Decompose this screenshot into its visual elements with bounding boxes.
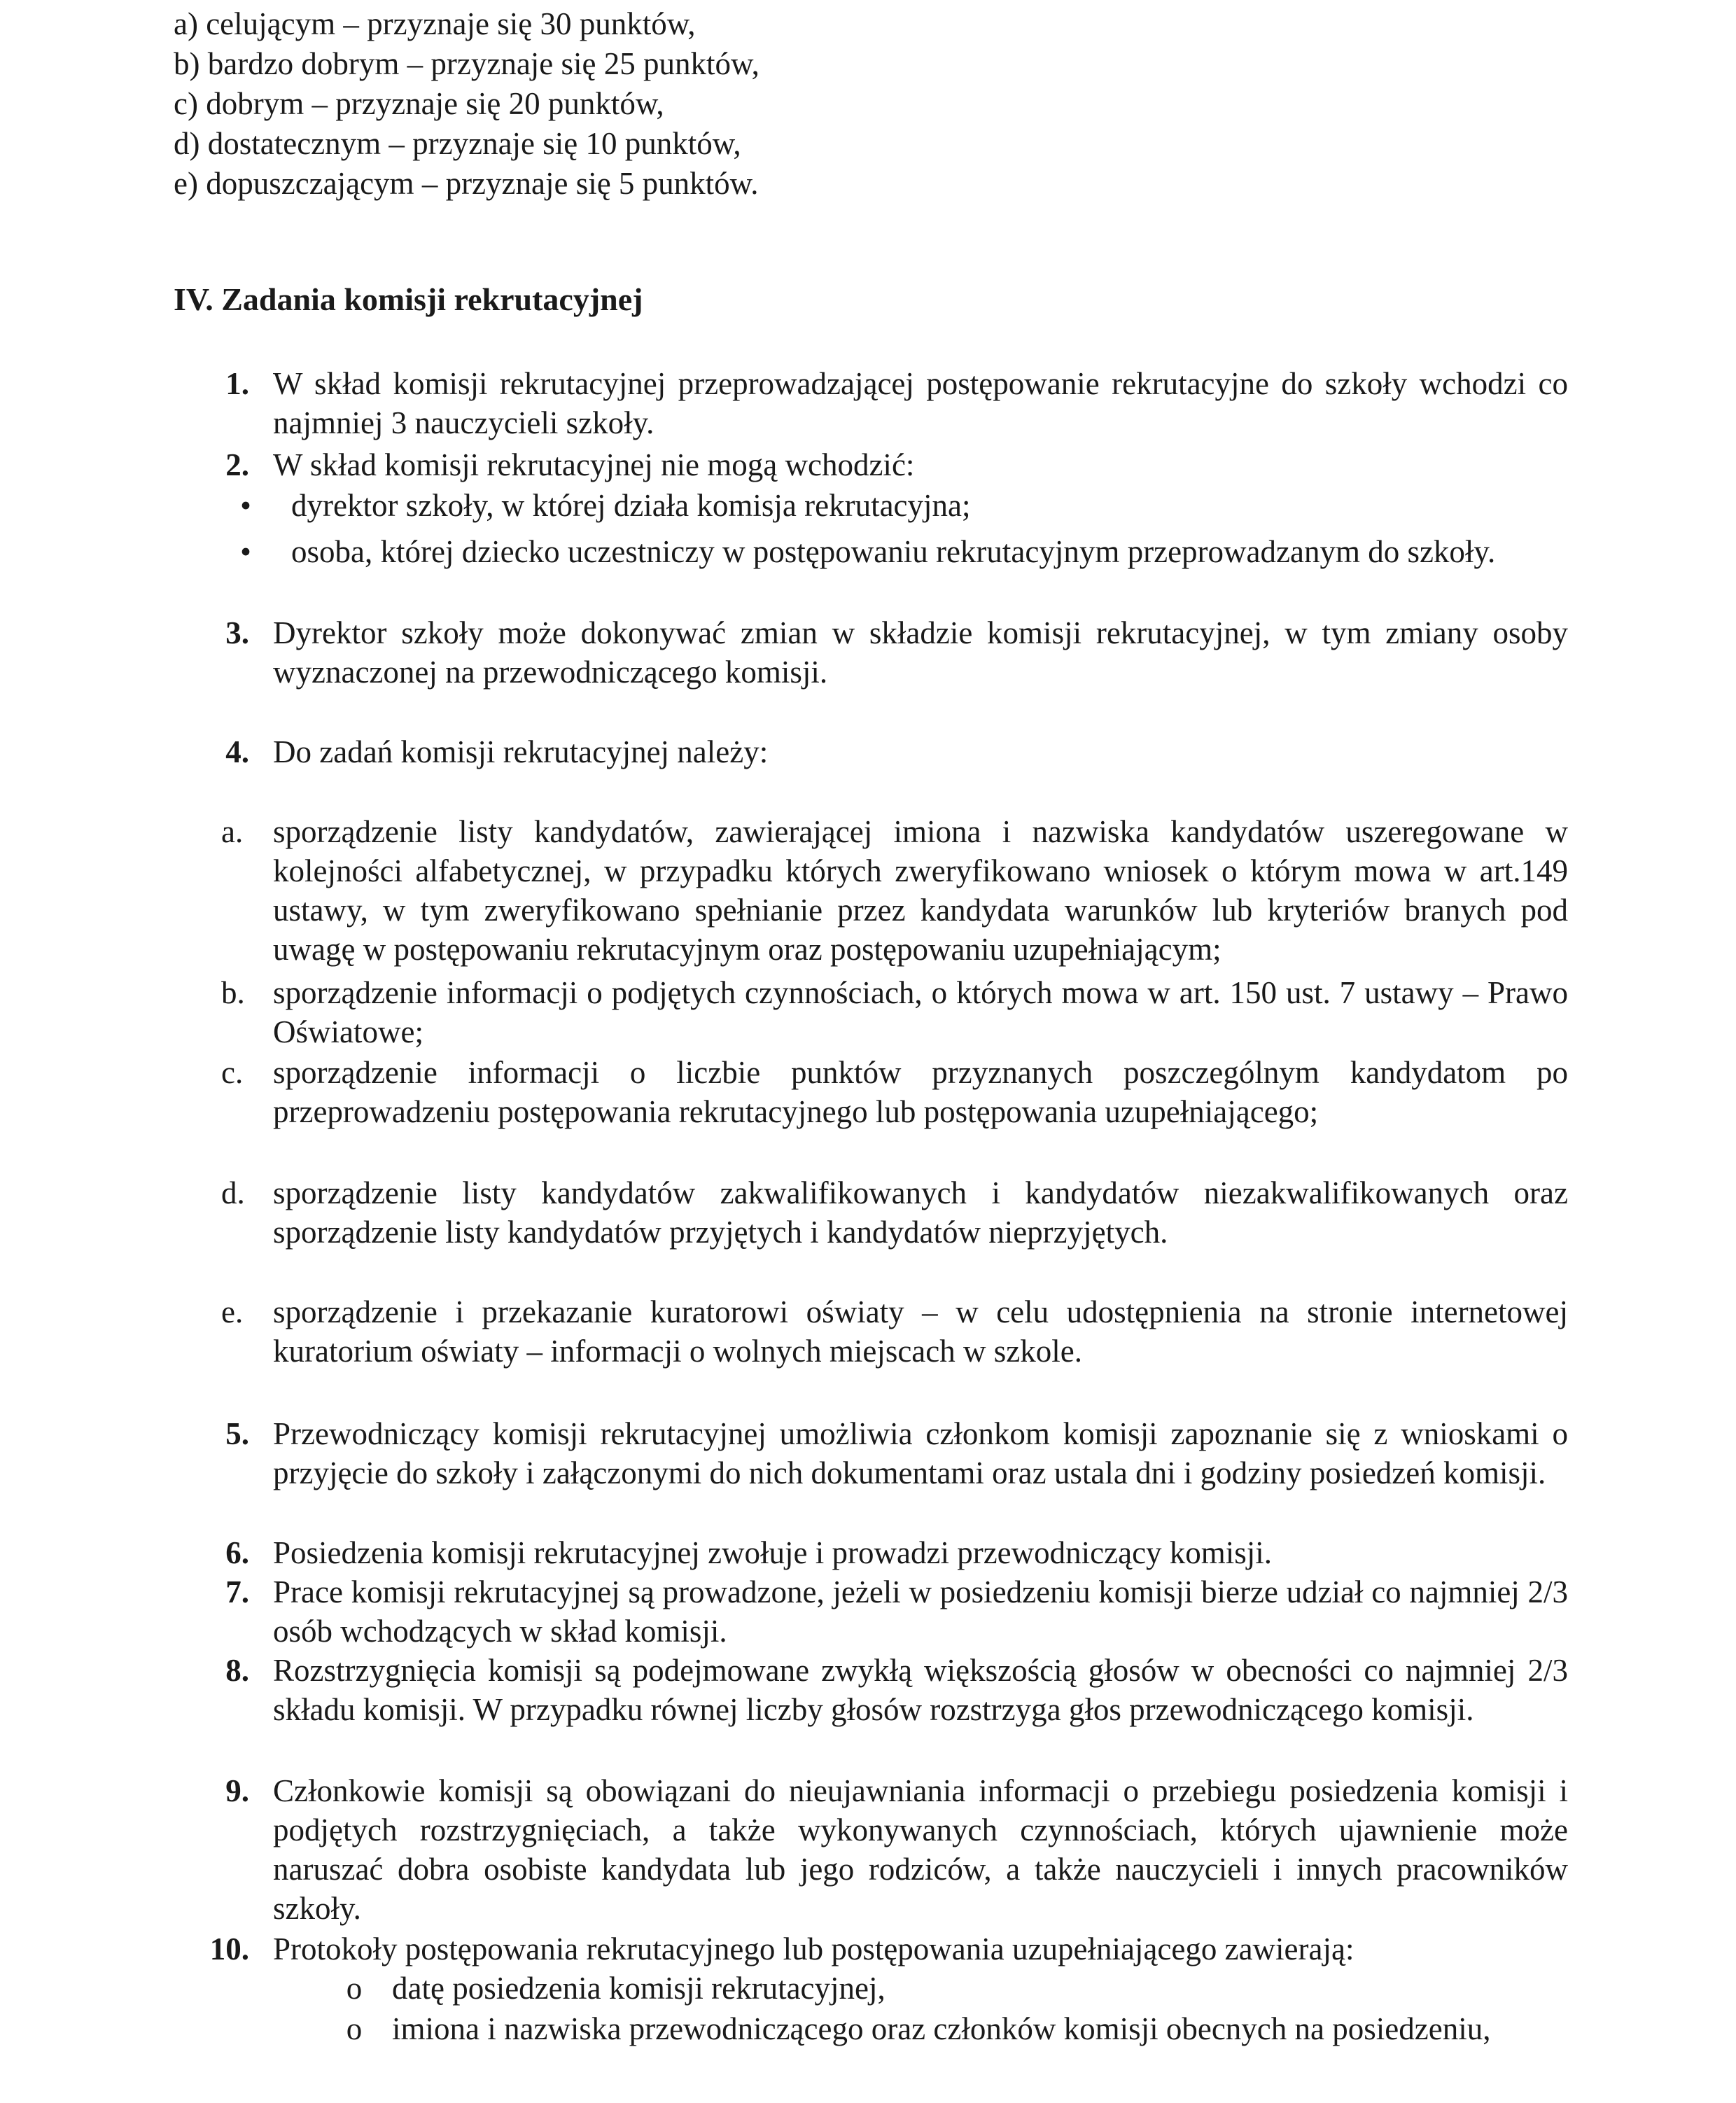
exclusion-item: dyrektor szkoły, w której działa komisja rekrutacyjna; <box>291 488 971 523</box>
protocol-item: datę posiedzenia komisji rekrutacyjnej, <box>392 1971 886 2006</box>
item-number: 9. <box>225 1773 249 1808</box>
task-letter: d. <box>221 1175 245 1210</box>
task-letter: b. <box>221 975 245 1010</box>
item-text: Do zadań komisji rekrutacyjnej należy: <box>273 734 769 769</box>
item-number: 8. <box>225 1653 249 1688</box>
item-number: 10. <box>209 1931 249 1966</box>
grade-points-list <box>174 4 944 204</box>
grade-item: a) celującym – przyznaje się 30 punktów, <box>174 6 696 41</box>
item-text: Dyrektor szkoły może dokonywać zmian w składzie komisji rekrutacyjnej, w tym zmiany osoby wyznaczonej na przewodniczącego komisji. <box>273 615 1568 690</box>
task-letter: a. <box>221 814 244 849</box>
exclusion-item: osoba, której dziecko uczestniczy w postępowaniu rekrutacyjnym przeprowadzanym do szkoły. <box>291 534 1496 569</box>
grade-item: c) dobrym – przyznaje się 20 punktów, <box>174 86 664 121</box>
item-number: 2. <box>225 447 249 482</box>
grade-item: b) bardzo dobrym – przyznaje się 25 punktów, <box>174 46 760 81</box>
bullet-icon: • <box>240 488 251 523</box>
task-text: sporządzenie listy kandydatów, zawierającej imiona i nazwiska kandydatów uszeregowane w kolejności alfabetycznej, w przypadku których zweryfikowano wniosek o którym mowa w art.149 ustawy, w tym zweryfikowano spełnianie przez kandydata warunków lub kryteriów branych pod uwagę w postępowaniu rekrutacyjnym oraz postępowaniu uzupełniającym; <box>273 814 1568 967</box>
item-number: 5. <box>225 1416 249 1451</box>
item-text: W skład komisji rekrutacyjnej nie mogą wchodzić: <box>273 447 915 482</box>
task-text: sporządzenie informacji o podjętych czynnościach, o których mowa w art. 150 ust. 7 ustawy – Prawo Oświatowe; <box>273 975 1568 1049</box>
task-text: sporządzenie informacji o liczbie punktów przyznanych poszczególnym kandydatom po przeprowadzeniu postępowania rekrutacyjnego lub postępowania uzupełniającego; <box>273 1055 1568 1129</box>
item-number: 7. <box>225 1574 249 1609</box>
task-text: sporządzenie i przekazanie kuratorowi oświaty – w celu udostępnienia na stronie internetowej kuratorium oświaty – informacji o wolnych miejscach w szkole. <box>273 1294 1568 1369</box>
bullet-icon: • <box>240 534 251 569</box>
item-text: Rozstrzygnięcia komisji są podejmowane zwykłą większością głosów w obecności co najmniej 2/3 składu komisji. W przypadku równej liczby głosów rozstrzyga głos przewodniczącego komisji. <box>273 1653 1568 1727</box>
item-number: 4. <box>225 734 249 769</box>
task-letter: c. <box>221 1055 244 1090</box>
item-text: Posiedzenia komisji rekrutacyjnej zwołuje i prowadzi przewodniczący komisji. <box>273 1535 1273 1570</box>
protocol-item: imiona i nazwiska przewodniczącego oraz członków komisji obecnych na posiedzeniu, <box>392 2011 1491 2046</box>
circle-bullet-icon: o <box>346 1971 363 2006</box>
circle-bullet-icon: o <box>346 2011 363 2046</box>
task-text: sporządzenie listy kandydatów zakwalifikowanych i kandydatów niezakwalifikowanych oraz sporządzenie listy kandydatów przyjętych i kandydatów nieprzyjętych. <box>273 1175 1568 1250</box>
item-number: 6. <box>225 1535 249 1570</box>
item-number: 3. <box>225 615 249 650</box>
item-number: 1. <box>225 366 249 401</box>
item-text: Członkowie komisji są obowiązani do nieujawniania informacji o przebiegu posiedzenia komisji i podjętych rozstrzygnięciach, a także wykonywanych czynnościach, których ujawnienie może naruszać dobra osobiste kandydata lub jego rodziców, a także nauczycieli i innych pracowników szkoły. <box>273 1773 1568 1926</box>
item-text: W skład komisji rekrutacyjnej przeprowadzającej postępowanie rekrutacyjne do szkoły wchodzi co najmniej 3 nauczycieli szkoły. <box>273 366 1568 440</box>
grade-item: d) dostatecznym – przyznaje się 10 punktów, <box>174 126 741 161</box>
item-text: Przewodniczący komisji rekrutacyjnej umożliwia członkom komisji zapoznanie się z wnioskami o przyjęcie do szkoły i załączonymi do nich dokumentami oraz ustala dni i godziny posiedzeń komisji. <box>273 1416 1568 1490</box>
grade-item: e) dopuszczającym – przyznaje się 5 punktów. <box>174 166 759 201</box>
task-letter: e. <box>221 1294 244 1329</box>
item-text: Protokoły postępowania rekrutacyjnego lub postępowania uzupełniającego zawierają: <box>273 1931 1354 1966</box>
section-heading: IV. Zadania komisji rekrutacyjnej <box>174 281 643 317</box>
item-text: Prace komisji rekrutacyjnej są prowadzone, jeżeli w posiedzeniu komisji bierze udział co najmniej 2/3 osób wchodzących w skład komisji. <box>273 1574 1568 1649</box>
